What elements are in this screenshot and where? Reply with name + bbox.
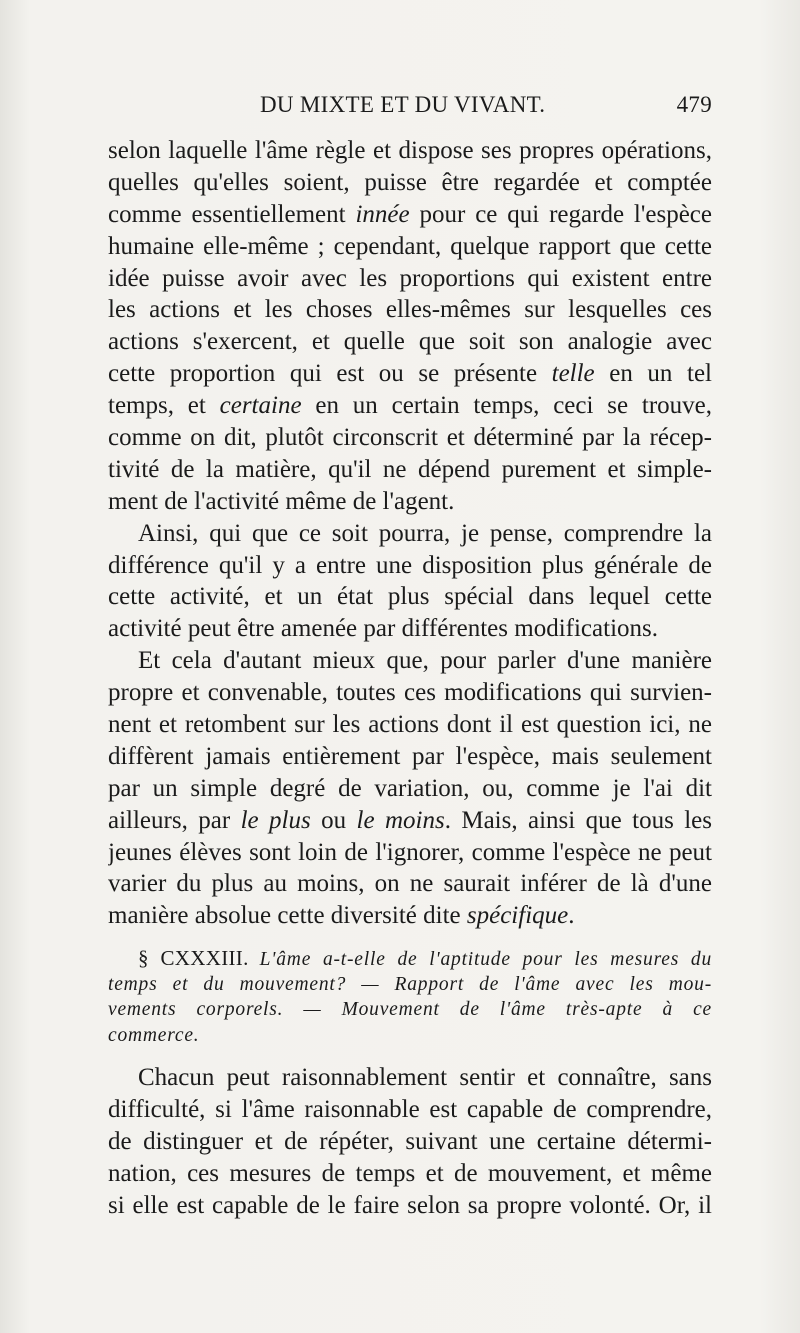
text-line: selon laquelle l'âme règle et dispose ses propres opérations, bbox=[108, 137, 712, 164]
page-number: 479 bbox=[676, 92, 712, 117]
italic-word: certaine bbox=[219, 392, 302, 420]
section-title-fragment: L'âme a-t-elle de l'aptitude pour les mesures du bbox=[259, 949, 712, 971]
paragraph-4 bbox=[108, 1062, 712, 1221]
text-line: ment de l'activité même de l'agent. bbox=[108, 487, 455, 515]
italic-word: innée bbox=[355, 200, 410, 228]
paragraph-3 bbox=[108, 645, 712, 932]
text-line: diffèrent jamais entièrement par l'espèce, mais seulement bbox=[108, 742, 712, 770]
text-line: les actions et les choses elles-mêmes sur lesquelles ces bbox=[108, 296, 712, 324]
text-line bbox=[108, 390, 712, 422]
page-header bbox=[108, 88, 712, 124]
text-fragment: pour ce qui regarde l'espèce bbox=[409, 200, 712, 228]
text-line bbox=[108, 900, 712, 932]
section-heading bbox=[108, 946, 712, 1048]
text-line: actions s'exercent, et quelle que soit son analogie avec bbox=[108, 328, 712, 356]
italic-word: spécifique bbox=[466, 902, 569, 930]
paragraph-2 bbox=[108, 518, 712, 646]
text-line: nation, ces mesures de temps et de mouvement, et même bbox=[108, 1159, 712, 1187]
text-fragment: ou bbox=[310, 806, 357, 834]
text-line bbox=[108, 805, 712, 837]
paragraph-1 bbox=[108, 135, 712, 518]
text-fragment: temps, et bbox=[108, 392, 220, 420]
running-head: DU MIXTE ET DU VIVANT. bbox=[260, 92, 546, 117]
text-line: propre et convenable, toutes ces modifications qui survien- bbox=[108, 679, 712, 707]
text-line: Et cela d'autant mieux que, pour parler d'une manière bbox=[138, 647, 712, 675]
text-line: difficulté, si l'âme raisonnable est capable de comprendre, bbox=[108, 1096, 712, 1124]
text-line: nent et retombent sur les actions dont il est question ici, ne bbox=[108, 711, 712, 739]
text-line bbox=[108, 358, 712, 390]
text-line: tivité de la matière, qu'il ne dépend purement et simple- bbox=[108, 455, 712, 483]
text-line: activité peut être amenée par différentes modifications. bbox=[108, 615, 658, 643]
text-fragment: . bbox=[568, 902, 575, 930]
section-spacer bbox=[108, 932, 712, 946]
text-line: cette activité, et un état plus spécial dans lequel cette bbox=[108, 583, 712, 611]
text-fragment: en un tel bbox=[594, 360, 712, 388]
text-line: jeunes élèves sont loin de l'ignorer, comme l'espèce ne peut bbox=[108, 838, 712, 866]
text-fragment: comme essentiellement bbox=[108, 200, 356, 228]
page-body bbox=[108, 135, 712, 1222]
section-heading-line bbox=[108, 946, 712, 972]
text-fragment: cette proportion qui est ou se présente bbox=[108, 360, 552, 388]
italic-word: le plus bbox=[240, 806, 311, 834]
section-heading-line: commerce. bbox=[108, 1024, 200, 1046]
text-line: si elle est capable de le faire selon sa propre volonté. Or, il bbox=[108, 1191, 712, 1219]
italic-word: le moins bbox=[356, 806, 445, 834]
text-line: Chacun peut raisonnablement sentir et connaître, sans bbox=[138, 1064, 712, 1092]
text-line: différence qu'il y a entre une disposition plus générale de bbox=[108, 551, 712, 579]
text-line bbox=[108, 199, 712, 231]
italic-word: telle bbox=[551, 360, 595, 388]
text-line: idée puisse avoir avec les proportions qui existent entre bbox=[108, 264, 712, 292]
text-line: humaine elle-même ; cependant, quelque rapport que cette bbox=[108, 232, 712, 260]
section-heading-line: temps et du mouvement? — Rapport de l'âme avec les mou- bbox=[108, 973, 712, 995]
section-heading-line: vements corporels. — Mouvement de l'âme très-apte à ce bbox=[108, 999, 712, 1021]
text-fragment: en un certain temps, ceci se trouve, bbox=[301, 392, 712, 420]
section-number: § CXXXIII. bbox=[138, 946, 249, 971]
text-line: quelles qu'elles soient, puisse être regardée et comptée bbox=[108, 168, 712, 196]
text-fragment: . Mais, ainsi que tous les bbox=[444, 806, 712, 834]
text-line: de distinguer et de répéter, suivant une certaine détermi- bbox=[108, 1128, 712, 1156]
section-spacer bbox=[108, 1048, 712, 1062]
text-line: Ainsi, qui que ce soit pourra, je pense, comprendre la bbox=[138, 519, 712, 547]
text-fragment: manière absolue cette diversité dite bbox=[108, 902, 467, 930]
text-fragment: ailleurs, par bbox=[108, 806, 241, 834]
text-line: par un simple degré de variation, ou, comme je l'ai dit bbox=[108, 774, 712, 802]
text-line: comme on dit, plutôt circonscrit et déterminé par la récep- bbox=[108, 424, 712, 452]
text-line: varier du plus au moins, on ne saurait inférer de là d'une bbox=[108, 870, 712, 898]
